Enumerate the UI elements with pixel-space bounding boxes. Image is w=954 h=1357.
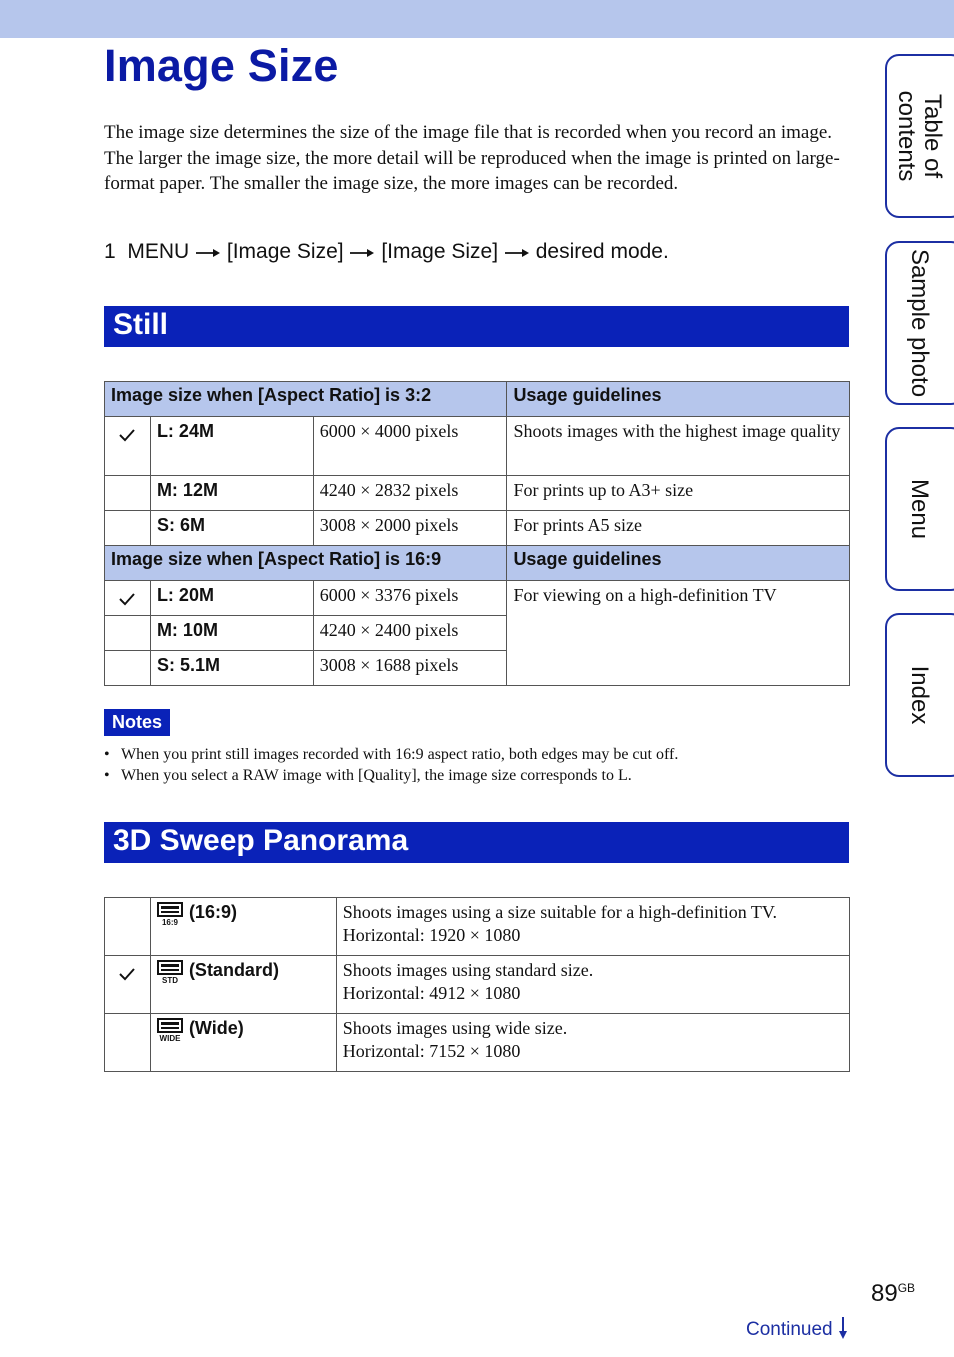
tab-index[interactable] <box>885 613 954 777</box>
page-number-suffix: GB <box>897 1281 916 1295</box>
icon-caption: STD <box>161 976 178 984</box>
table-row <box>105 1014 850 1072</box>
section-heading-still: Still <box>104 306 849 347</box>
empty-cell <box>105 476 151 511</box>
pixels-cell: 6000 × 4000 pixels <box>313 417 507 476</box>
intro-text <box>104 120 854 197</box>
column-header: Image size when [Aspect Ratio] is 16:9 <box>105 546 507 581</box>
tab-label: Index <box>906 665 933 725</box>
description-line: Horizontal: 7152 × 1080 <box>342 1041 521 1061</box>
mode-cell: L: 24M <box>150 417 313 476</box>
tab-menu[interactable] <box>885 427 954 591</box>
pixels-cell: 4240 × 2400 pixels <box>313 616 507 651</box>
tab-sample-photo[interactable] <box>885 241 954 405</box>
step-item: [Image Size] <box>226 240 344 263</box>
intro-paragraph: The larger the image size, the more detail will be reproduced when the image is printed on large-format paper. The smaller the image size, the more images can be recorded. <box>104 147 840 194</box>
pixels-cell: 6000 × 3376 pixels <box>313 581 507 616</box>
continued-label: Continued <box>746 1319 833 1340</box>
mode-cell: M: 12M <box>150 476 313 511</box>
description-cell <box>336 956 849 1014</box>
intro-paragraph: The image size determines the size of the image file that is recorded when you record an image. <box>104 122 833 143</box>
tab-label: Table of contents <box>893 90 946 182</box>
notes-label: Notes <box>104 709 170 736</box>
top-banner <box>0 0 954 38</box>
mode-cell <box>150 956 336 1014</box>
page-title: Image Size <box>104 40 339 91</box>
panorama-standard-icon <box>157 960 183 990</box>
step-item: [Image Size] <box>381 240 499 263</box>
default-check-icon <box>105 417 151 476</box>
page-number <box>871 1280 915 1308</box>
tab-label: Sample photo <box>906 248 933 398</box>
mode-cell: S: 5.1M <box>150 651 313 686</box>
mode-cell <box>150 1014 336 1072</box>
mode-label: (Wide) <box>188 1018 244 1038</box>
table-row <box>105 898 850 956</box>
icon-caption: 16:9 <box>161 918 178 926</box>
arrow-right-icon <box>504 240 530 264</box>
table-header-row <box>105 382 850 417</box>
empty-cell <box>105 511 151 546</box>
empty-cell <box>105 898 151 956</box>
mode-cell: M: 10M <box>150 616 313 651</box>
description-line: Horizontal: 4912 × 1080 <box>342 983 521 1003</box>
mode-label: (16:9) <box>188 902 237 922</box>
description-cell <box>336 1014 849 1072</box>
description-line: Horizontal: 1920 × 1080 <box>342 925 521 945</box>
description-line: Shoots images using a size suitable for a high-definition TV. <box>342 902 778 922</box>
procedure-step <box>104 240 669 264</box>
column-header: Image size when [Aspect Ratio] is 3:2 <box>105 382 507 417</box>
empty-cell <box>105 651 151 686</box>
section-heading-panorama: 3D Sweep Panorama <box>104 822 849 863</box>
table-header-row <box>105 546 850 581</box>
notes-list <box>104 744 678 786</box>
usage-cell: For viewing on a high-definition TV <box>507 581 850 686</box>
empty-cell <box>105 1014 151 1072</box>
usage-cell: For prints up to A3+ size <box>507 476 850 511</box>
description-cell <box>336 898 849 956</box>
column-header: Usage guidelines <box>507 546 850 581</box>
pixels-cell: 3008 × 1688 pixels <box>313 651 507 686</box>
table-row <box>105 956 850 1014</box>
step-menu: MENU <box>127 240 190 263</box>
tab-label: Menu <box>906 478 933 540</box>
column-header: Usage guidelines <box>507 382 850 417</box>
note-item: • When you print still images recorded with 16:9 aspect ratio, both edges may be cut off. <box>104 744 678 765</box>
arrow-right-icon <box>349 240 375 264</box>
panorama-wide-icon <box>157 1018 183 1048</box>
mode-cell <box>150 898 336 956</box>
panorama-169-icon <box>157 902 183 932</box>
step-number: 1 <box>104 240 116 263</box>
continued-link[interactable] <box>746 1317 848 1341</box>
table-row <box>105 417 850 476</box>
default-check-icon <box>105 956 151 1014</box>
arrow-right-icon <box>195 240 221 264</box>
default-check-icon <box>105 581 151 616</box>
tab-table-of-contents[interactable] <box>885 54 954 218</box>
mode-cell: S: 6M <box>150 511 313 546</box>
table-row <box>105 511 850 546</box>
still-size-table <box>104 381 850 686</box>
panorama-size-table <box>104 897 850 1072</box>
description-line: Shoots images using standard size. <box>342 960 594 980</box>
table-row <box>105 476 850 511</box>
page-number-value: 89 <box>871 1280 898 1307</box>
description-line: Shoots images using wide size. <box>342 1018 568 1038</box>
usage-cell: For prints A5 size <box>507 511 850 546</box>
arrow-down-icon <box>838 1319 848 1340</box>
note-item: • When you select a RAW image with [Quality], the image size corresponds to L. <box>104 765 678 786</box>
mode-label: (Standard) <box>188 960 279 980</box>
pixels-cell: 4240 × 2832 pixels <box>313 476 507 511</box>
icon-caption: WIDE <box>159 1034 181 1042</box>
step-item: desired mode. <box>535 240 669 263</box>
mode-cell: L: 20M <box>150 581 313 616</box>
usage-cell: Shoots images with the highest image quality <box>507 417 850 476</box>
empty-cell <box>105 616 151 651</box>
pixels-cell: 3008 × 2000 pixels <box>313 511 507 546</box>
table-row <box>105 581 850 616</box>
